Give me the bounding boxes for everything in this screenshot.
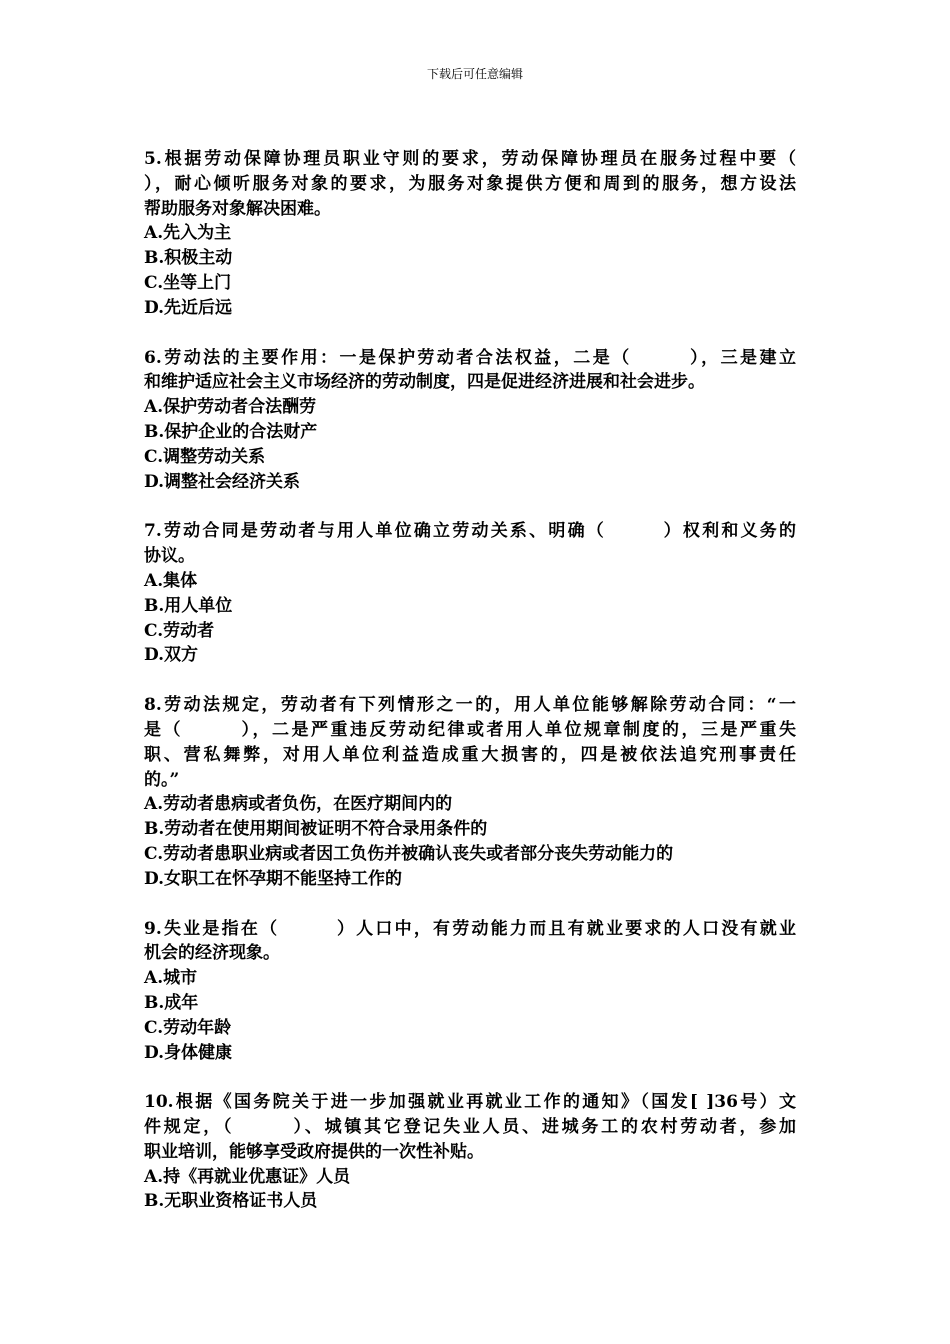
option-c: C.劳动者患职业病或者因工负伤并被确认丧失或者部分丧失劳动能力的 [144, 843, 674, 864]
question-stem-line: 6.劳动法的主要作用：一是保护劳动者合法权益，二是（ ），三是建立 [144, 347, 796, 368]
option-c: C.调整劳动关系 [144, 446, 266, 467]
question-stem-line: 件规定，（ ）、城镇其它登记失业人员、进城务工的农村劳动者，参加 [144, 1117, 796, 1138]
question-6 [144, 346, 796, 495]
option-a: A.城市 [144, 968, 198, 989]
option-a: A.集体 [144, 570, 198, 591]
page-header: 下载后可任意编辑 [426, 67, 523, 81]
option-d: D.双方 [144, 645, 199, 666]
option-c: C.劳动者 [144, 620, 215, 641]
option-c: C.坐等上门 [144, 272, 232, 293]
question-stem-line: 和维护适应社会主义市场经济的劳动制度，四是促进经济进展和社会进步。 [144, 372, 705, 393]
option-b: B.无职业资格证书人员 [144, 1191, 318, 1212]
question-stem-line: 职业培训，能够享受政府提供的一次性补贴。 [144, 1141, 484, 1162]
option-c: C.劳动年龄 [144, 1017, 232, 1038]
question-stem-line: ），耐心倾听服务对象的要求，为服务对象提供方便和周到的服务，想方设法 [144, 173, 796, 194]
option-b: B.成年 [144, 992, 199, 1013]
option-b: B.用人单位 [144, 595, 233, 616]
question-5 [144, 147, 796, 321]
question-stem-line: 10.根据《国务院关于进一步加强就业再就业工作的通知》（国发[ ]36号）文 [144, 1092, 796, 1113]
question-9 [144, 917, 796, 1066]
question-stem-line: 的。” [144, 769, 180, 790]
option-b: B.积极主动 [144, 248, 233, 269]
option-d: D.女职工在怀孕期不能坚持工作的 [144, 868, 403, 889]
question-stem-line: 帮助服务对象解决困难。 [144, 198, 331, 219]
option-d: D.调整社会经济关系 [144, 471, 301, 492]
option-b: B.保护企业的合法财产 [144, 421, 318, 442]
option-a: A.保护劳动者合法酬劳 [144, 397, 317, 418]
question-8 [144, 693, 796, 891]
option-d: D.身体健康 [144, 1042, 233, 1063]
question-stem-line: 机会的经济现象。 [144, 943, 280, 964]
question-stem-line: 职、营私舞弊，对用人单位利益造成重大损害的，四是被依法追究刑事责任 [144, 744, 796, 765]
question-stem-line: 7.劳动合同是劳动者与用人单位确立劳动关系、明确（ ）权利和义务的 [144, 521, 796, 542]
question-stem-line: 9.失业是指在（ ）人口中，有劳动能力而且有就业要求的人口没有就业 [144, 918, 796, 939]
option-b: B.劳动者在使用期间被证明不符合录用条件的 [144, 819, 488, 840]
option-a: A.先入为主 [144, 223, 232, 244]
option-d: D.先近后远 [144, 297, 233, 318]
question-7 [144, 519, 796, 668]
question-stem-line: 协议。 [144, 546, 195, 567]
question-stem-line: 是（ ），二是严重违反劳动纪律或者用人单位规章制度的，三是严重失 [144, 719, 796, 740]
question-list [144, 147, 796, 1239]
question-10 [144, 1090, 796, 1214]
question-stem-line: 8.劳动法规定，劳动者有下列情形之一的，用人单位能够解除劳动合同：“一 [144, 695, 796, 716]
option-a: A.持《再就业优惠证》人员 [144, 1166, 351, 1187]
question-stem-line: 5.根据劳动保障协理员职业守则的要求，劳动保障协理员在服务过程中要（ [144, 149, 796, 169]
option-a: A.劳动者患病或者负伤，在医疗期间内的 [144, 794, 453, 815]
